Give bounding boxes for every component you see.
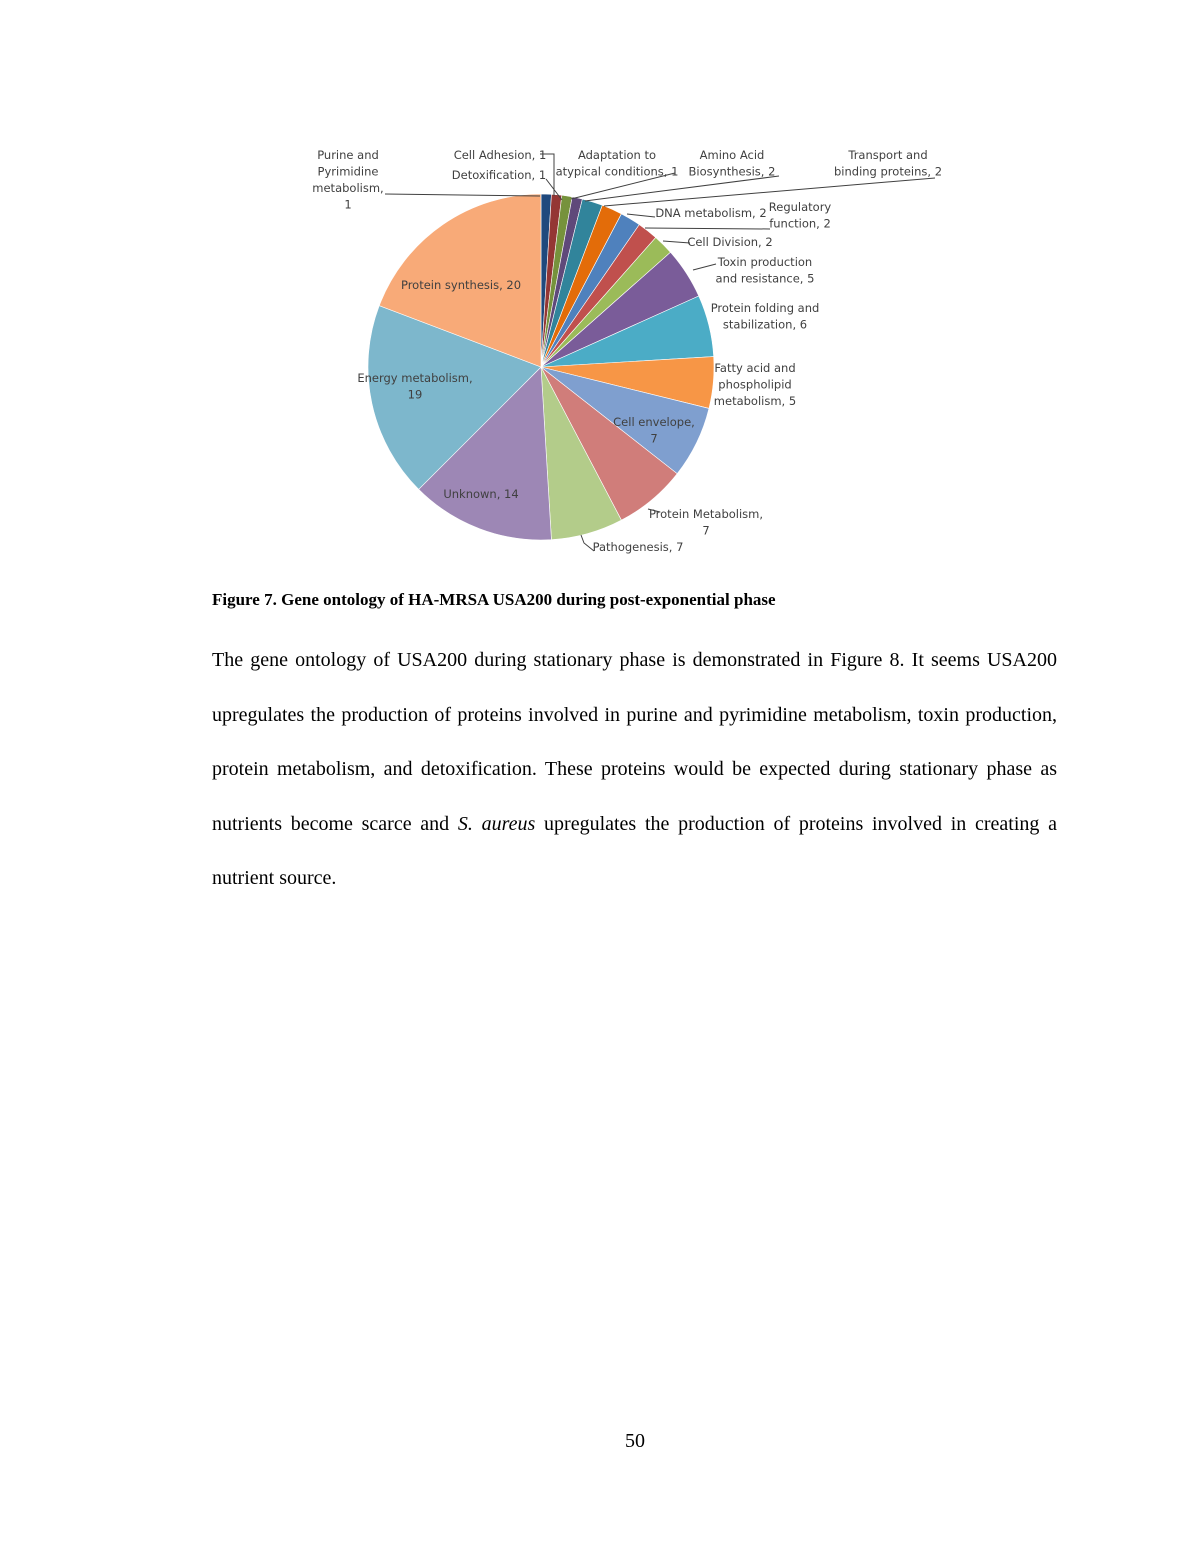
- data-label: Adaptation to atypical conditions, 1: [555, 148, 679, 179]
- species-name: S. aureus: [457, 812, 536, 835]
- data-label: Protein synthesis, 20: [400, 278, 522, 292]
- data-label: Purine and Pyrimidine metabolism, 1: [312, 148, 384, 212]
- paragraph-text-end: upregulates the production of proteins involved in creating a nutrient source.: [212, 812, 1057, 889]
- figure-caption: Figure 7. Gene ontology of HA-MRSA USA200 during post-exponential phase: [212, 590, 776, 609]
- pie-slices: [368, 194, 714, 540]
- leader-line: [663, 241, 690, 243]
- data-label: Pathogenesis, 7: [592, 540, 684, 554]
- leader-line: [645, 228, 770, 229]
- leader-line: [627, 214, 655, 217]
- paragraph-text-start: The gene ontology of USA200 during stationary phase is demonstrated in Figure 8. It seems USA200 upregulates the production of proteins involved in purine and pyrimidine metabolism, toxin production, protein metabolism, and detoxification. These proteins would be expected during stationary phase as nutrients become scarce and: [212, 649, 1057, 835]
- data-label: Unknown, 14: [443, 487, 519, 501]
- data-label: Toxin production and resistance, 5: [715, 255, 815, 286]
- data-label: Detoxification, 1: [451, 168, 547, 182]
- page-number: 50: [625, 1430, 645, 1452]
- data-label: Fatty acid and phospholipid metabolism, 5: [713, 361, 797, 408]
- leader-line: [693, 264, 716, 270]
- data-label: Cell envelope, 7: [613, 415, 695, 446]
- data-label: Protein folding and stabilization, 6: [710, 301, 820, 332]
- data-label: Transport and binding proteins, 2: [833, 148, 943, 179]
- leader-line: [385, 194, 540, 196]
- pie-chart: [0, 0, 1200, 580]
- data-label: Protein Metabolism, 7: [648, 507, 764, 538]
- data-label: Regulatory function, 2: [768, 200, 832, 231]
- data-label: Amino Acid Biosynthesis, 2: [688, 148, 776, 179]
- data-label: DNA metabolism, 2: [655, 206, 767, 220]
- data-label: Cell Division, 2: [687, 235, 773, 249]
- body-paragraph: [212, 633, 1057, 906]
- data-label: Cell Adhesion, 1: [453, 148, 547, 162]
- data-label: Energy metabolism, 19: [357, 371, 473, 402]
